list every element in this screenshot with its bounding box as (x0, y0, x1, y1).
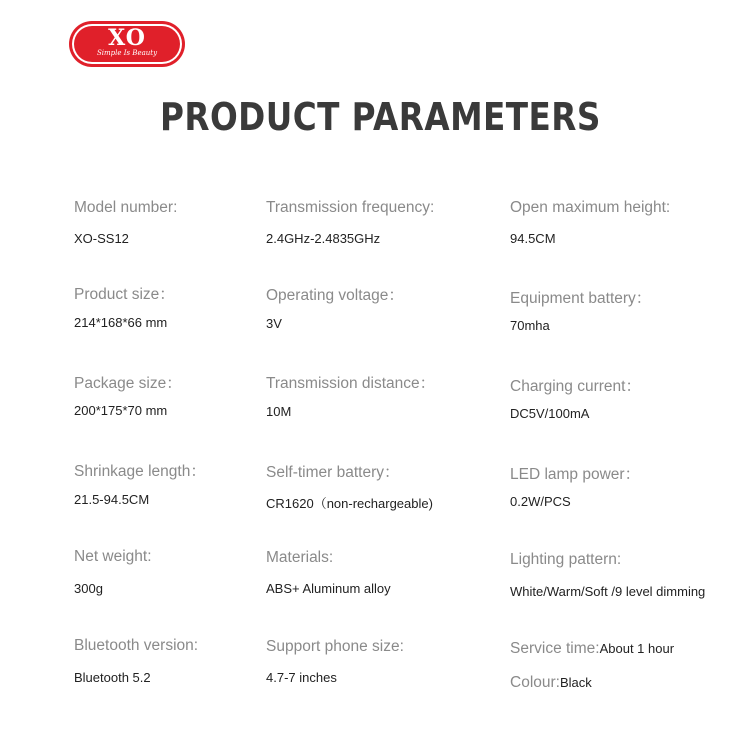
param-label-shrinkage-length: Shrinkage length： (74, 463, 206, 480)
param-label-open-maximum-height: Open maximum height: (510, 199, 671, 216)
param-value-materials: ABS+ Aluminum alloy (266, 581, 391, 596)
page-title: PRODUCT PARAMETERS (160, 95, 601, 139)
param-label-materials: Materials: (266, 549, 334, 566)
param-value-bluetooth-version: Bluetooth 5.2 (74, 670, 151, 685)
param-label-package-size: Package size： (74, 375, 182, 392)
brand-logo (72, 24, 182, 64)
param-label-support-phone-size: Support phone size: (266, 638, 404, 655)
param-label-operating-voltage: Operating voltage： (266, 287, 404, 304)
param-value-operating-voltage: 3V (266, 316, 282, 331)
param-value-service-time: About 1 hour (599, 641, 675, 656)
param-label-service-time: Service time: (510, 640, 600, 657)
param-value-self-timer-battery: CR1620（non-rechargeable) (266, 496, 433, 511)
param-value-equipment-battery: 70mha (510, 318, 550, 333)
param-value-model-number: XO-SS12 (74, 231, 129, 246)
param-label-led-lamp-power: LED lamp power： (510, 466, 641, 483)
param-value-support-phone-size: 4.7-7 inches (266, 670, 337, 685)
param-value-net-weight: 300g (74, 581, 103, 596)
param-row-service-time (510, 640, 674, 658)
param-label-model-number: Model number: (74, 199, 178, 216)
param-value-led-lamp-power: 0.2W/PCS (510, 494, 571, 509)
param-label-product-size: Product size： (74, 286, 175, 303)
logo-mark: XO (108, 25, 146, 51)
param-value-open-maximum-height: 94.5CM (510, 231, 556, 246)
param-label-equipment-battery: Equipment battery： (510, 290, 652, 307)
param-value-shrinkage-length: 21.5-94.5CM (74, 492, 150, 507)
param-row-colour (510, 674, 592, 692)
param-label-lighting-pattern: Lighting pattern: (510, 551, 622, 568)
param-value-charging-current: DC5V/100mA (510, 406, 590, 421)
param-label-charging-current: Charging current： (510, 378, 641, 395)
param-label-net-weight: Net weight: (74, 548, 152, 565)
param-value-transmission-distance: 10M (266, 404, 292, 419)
logo-tagline: Simple Is Beauty (96, 49, 158, 57)
param-value-product-size: 214*168*66 mm (74, 315, 168, 330)
param-label-transmission-frequency: Transmission frequency: (266, 199, 435, 216)
param-label-transmission-distance: Transmission distance： (266, 375, 436, 392)
param-label-bluetooth-version: Bluetooth version: (74, 637, 199, 654)
param-label-colour: Colour: (510, 674, 560, 691)
param-label-self-timer-battery: Self-timer battery： (266, 464, 400, 481)
param-value-lighting-pattern: White/Warm/Soft /9 level dimming (510, 584, 706, 599)
param-value-transmission-frequency: 2.4GHz-2.4835GHz (266, 231, 381, 246)
param-value-package-size: 200*175*70 mm (74, 403, 168, 418)
param-value-colour: Black (559, 675, 592, 690)
